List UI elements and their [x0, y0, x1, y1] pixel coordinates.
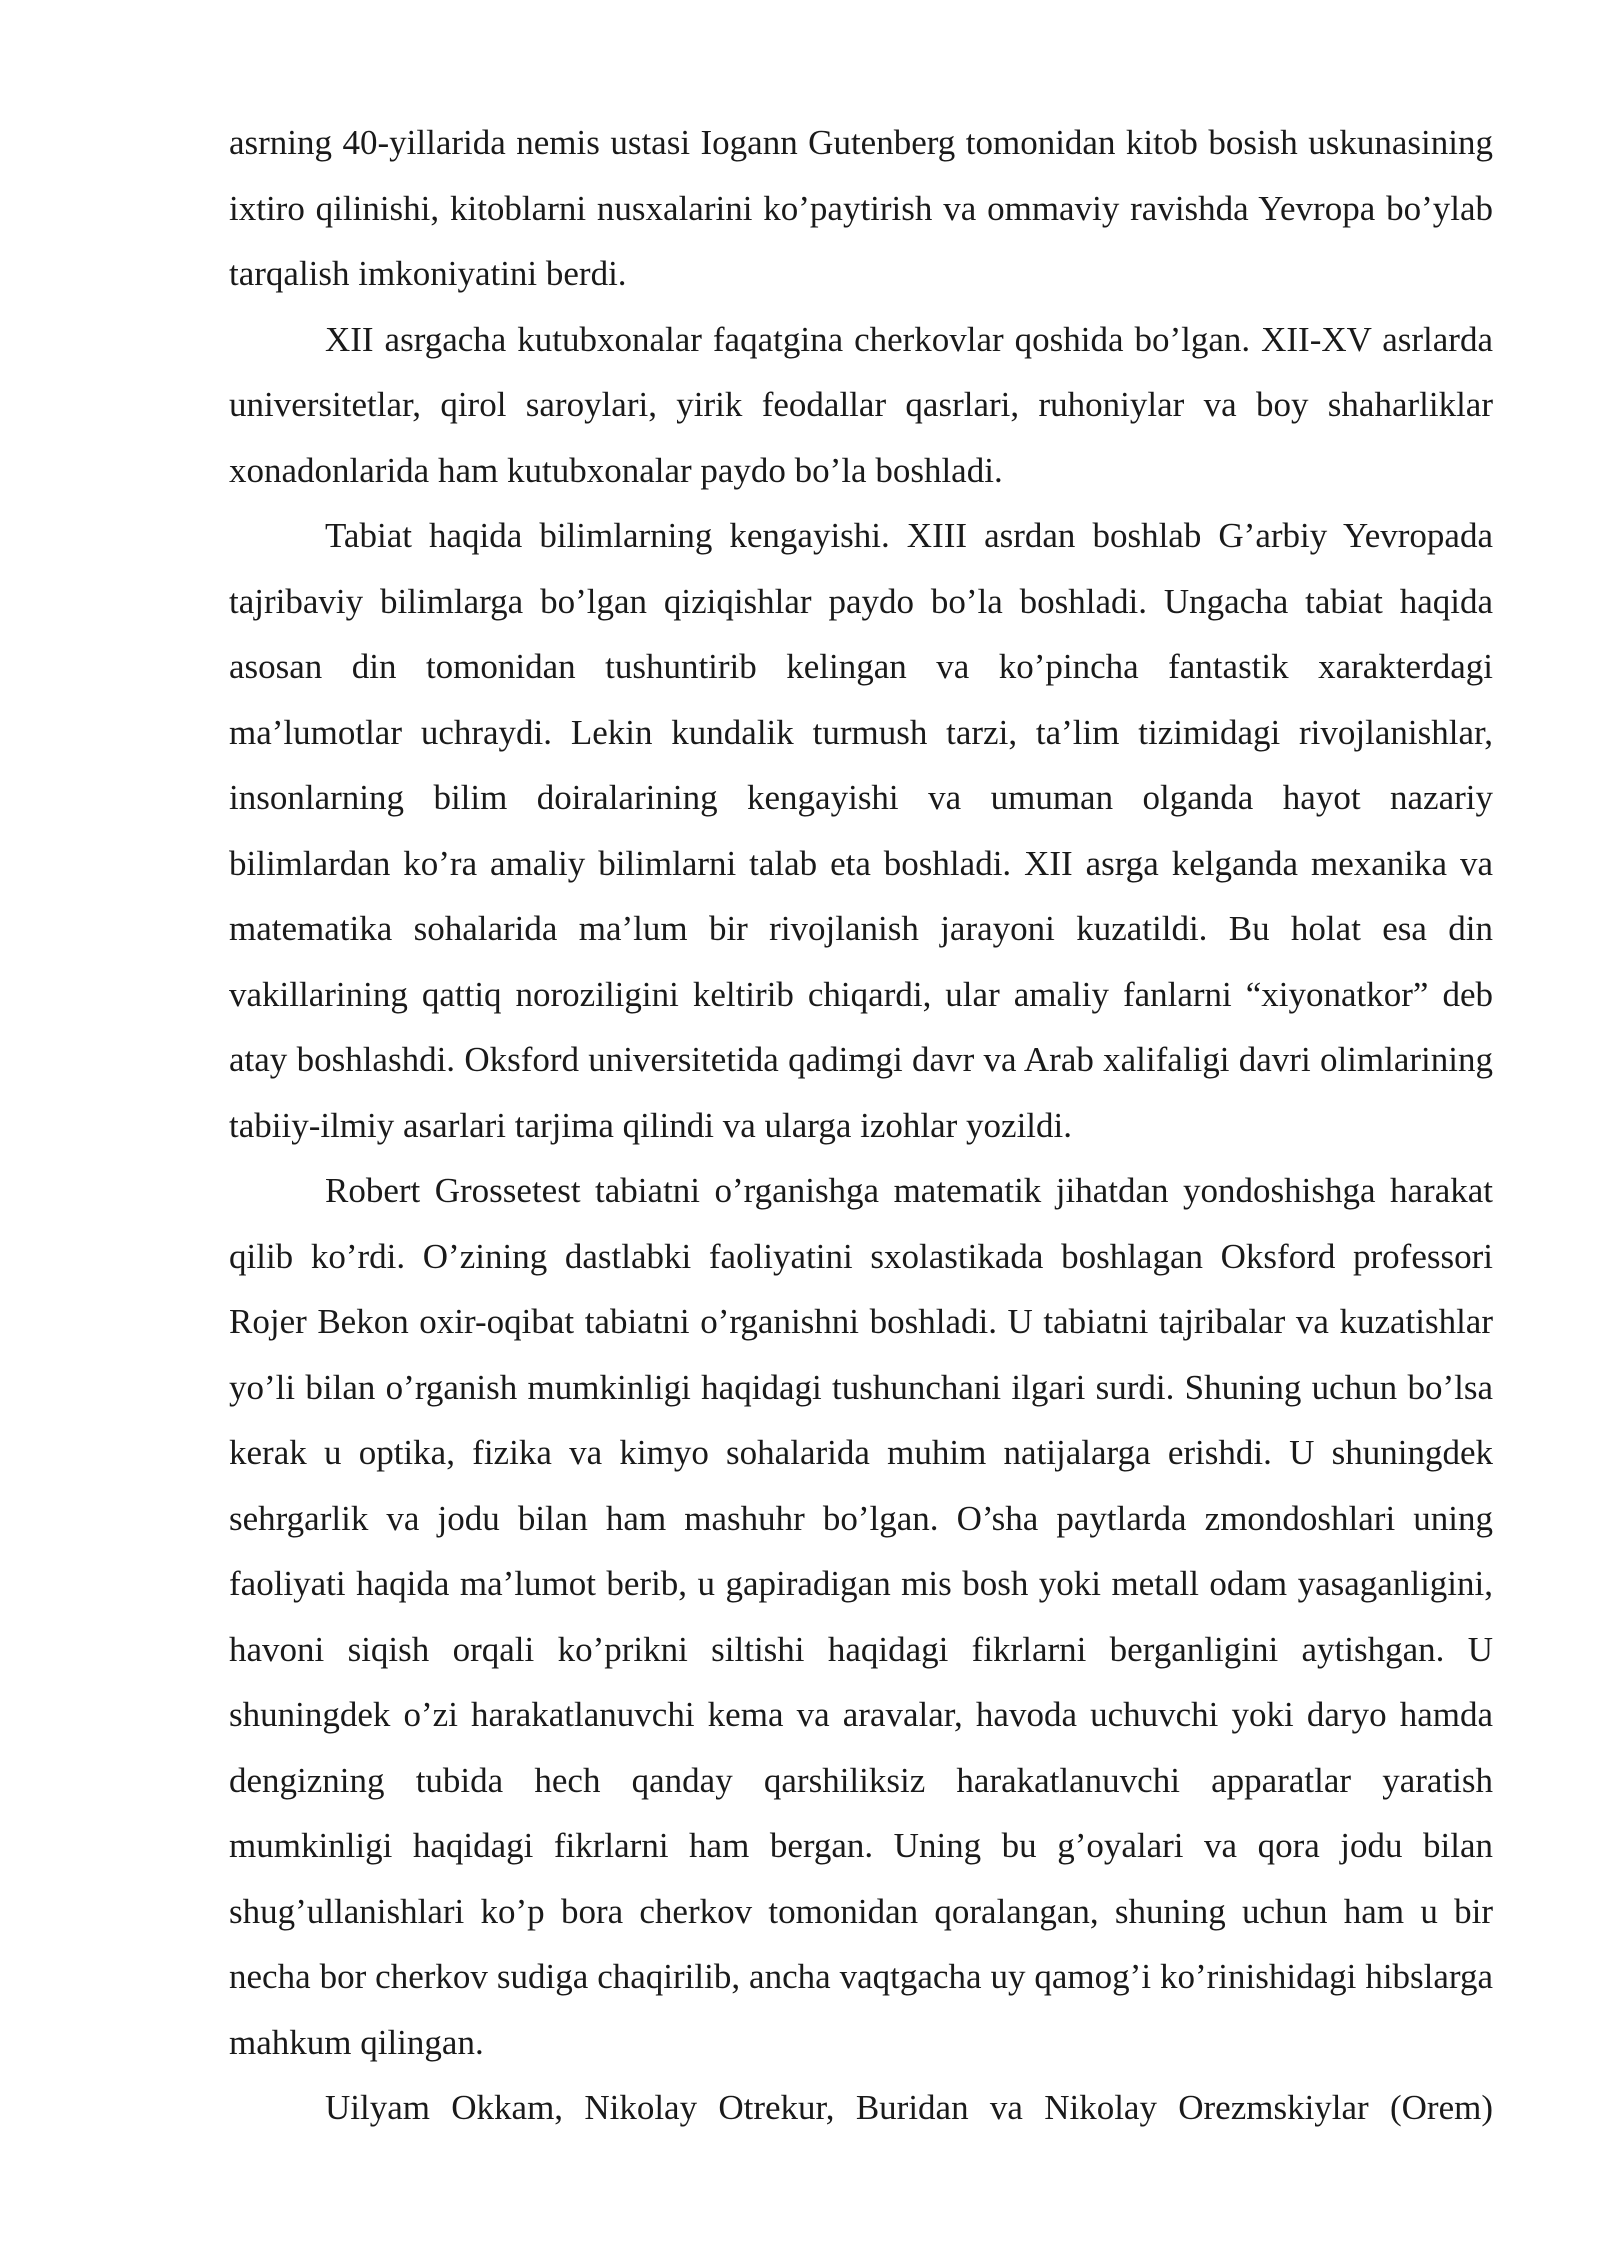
paragraph-libraries: XII asrgacha kutubxonalar faqatgina cherkovlar qoshida bo’lgan. XII-XV asrlarda universitetlar, qirol saroylari, yirik feodallar qasrlari, ruhoniylar va boy shaharliklar xonadonlarida ham kutubxonalar paydo bo’la boshladi.	[229, 319, 1493, 490]
paragraph-grosseteste-bacon: Robert Grossetest tabiatni o’rganishga matematik jihatdan yondoshishga harakat qilib ko’rdi. O’zining dastlabki faoliyatini sxolastikada boshlagan Oksford professori Rojer Bekon oxir-oqibat tabiatni o’rganishni boshladi. U tabiatni tajribalar va kuzatishlar yo’li bilan o’rganish mumkinligi haqidagi tushunchani ilgari surdi. Shuning uchun bo’lsa kerak u optika, fizika va kimyo sohalarida muhim natijalarga erishdi. U shuningdek sehrgarlik va jodu bilan ham mashuhr bo’lgan. O’sha paytlarda zmondoshlari uning faoliyati haqida ma’lumot berib, u gapiradigan mis bosh yoki metall odam yasaganligini, havoni siqish orqali ko’prikni siltishi haqidagi fikrlarni berganligini aytishgan. U shuningdek o’zi harakatlanuvchi kema va aravalar, havoda uchuvchi yoki daryo hamda dengizning tubida hech qanday qarshiliksiz harakatlanuvchi apparatlar yaratish mumkinligi haqidagi fikrlarni ham bergan. Uning bu g’oyalari va qora jodu bilan shug’ullanishlari ko’p bora cherkov tomonidan qoralangan, shuning uchun ham u bir necha bor cherkov sudiga chaqirilib, ancha vaqtgacha uy qamog’i ko’rinishidagi hibslarga mahkum qilingan.	[229, 1171, 1493, 2062]
document-page	[229, 110, 1493, 2141]
paragraph-ockham: Uilyam Okkam, Nikolay Otrekur, Buridan va Nikolay Orezmskiylar (Orem)	[325, 2088, 1493, 2127]
paragraph-gutenberg: asrning 40-yillarida nemis ustasi Iogann Gutenberg tomonidan kitob bosish uskunasining ixtiro qilinishi, kitoblarni nusxalarini ko’paytirish va ommaviy ravishda Yevropa bo’ylab tarqalish imkoniyatini berdi.	[229, 123, 1493, 293]
paragraph-nature-knowledge: Tabiat haqida bilimlarning kengayishi. XIII asrdan boshlab G’arbiy Yevropada tajribaviy bilimlarga bo’lgan qiziqishlar paydo bo’la boshladi. Ungacha tabiat haqida asosan din tomonidan tushuntirib kelingan va ko’pincha fantastik xarakterdagi ma’lumotlar uchraydi. Lekin kundalik turmush tarzi, ta’lim tizimidagi rivojlanishlar, insonlarning bilim doiralarining kengayishi va umuman olganda hayot nazariy bilimlardan ko’ra amaliy bilimlarni talab eta boshladi. XII asrga kelganda mexanika va matematika sohalarida ma’lum bir rivojlanish jarayoni kuzatildi. Bu holat esa din vakillarining qattiq noroziligini keltirib chiqardi, ular amaliy fanlarni “xiyonatkor” deb atay boshlashdi. Oksford universitetida qadimgi davr va Arab xalifaligi davri olimlarining tabiiy-ilmiy asarlari tarjima qilindi va ularga izohlar yozildi.	[229, 516, 1493, 1145]
